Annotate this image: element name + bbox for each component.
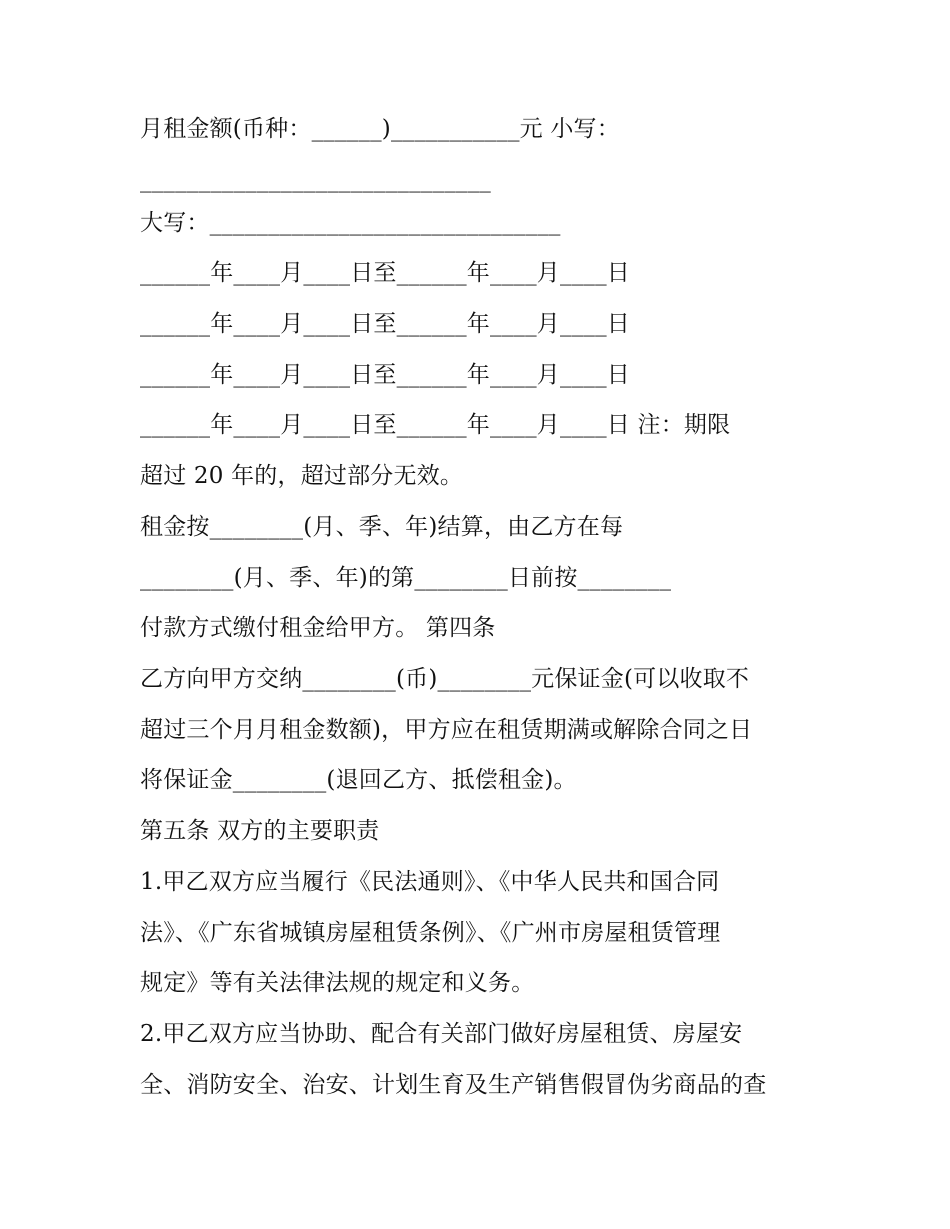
text-line-clause-2b: 全、消防安全、治安、计划生育及生产销售假冒伪劣商品的查	[140, 1072, 767, 1098]
text-line-clause-1b: 法》、《广东省城镇房屋租赁条例》、《广州市房屋租赁管理	[140, 920, 721, 946]
text-line-deposit-return: 将保证金________(退回乙方、抵偿租金)。	[140, 767, 577, 793]
text-line-article-four: 付款方式缴付租金给甲方。 第四条	[140, 615, 496, 641]
text-line-article-five-heading: 第五条 双方的主要职责	[140, 818, 380, 844]
text-line-deposit: 乙方向甲方交纳________(币)________元保证金(可以收取不	[140, 666, 750, 692]
text-line-amount-in-words: 大写：______________________________	[140, 210, 561, 236]
text-line-clause-1c: 规定》等有关法律法规的规定和义务。	[140, 970, 535, 996]
text-line-deposit-limit: 超过三个月月租金数额)，甲方应在租赁期满或解除合同之日	[140, 717, 753, 743]
text-line-date-range-3: ______年____月____日至______年____月____日	[140, 362, 630, 388]
text-line-clause-1a: 1.甲乙双方应当履行《民法通则》、《中华人民共和国合同	[140, 869, 720, 895]
text-line-payment-day: ________(月、季、年)的第________日前按________	[140, 565, 672, 591]
text-line-date-range-4: ______年____月____日至______年____月____日 注：期限	[140, 412, 731, 438]
text-line-date-range-1: ______年____月____日至______年____月____日	[140, 260, 630, 286]
text-line-clause-2a: 2.甲乙双方应当协助、配合有关部门做好房屋租赁、房屋安	[140, 1021, 743, 1047]
text-line-date-range-2: ______年____月____日至______年____月____日	[140, 311, 630, 337]
text-line-term-note: 超过 20 年的，超过部分无效。	[140, 463, 464, 489]
text-line-rent-settlement: 租金按________(月、季、年)结算，由乙方在每	[140, 514, 624, 540]
text-line-monthly-rent: 月租金额(币种：______)___________元 小写：	[140, 116, 620, 142]
text-line-blank-fill: ______________________________	[140, 167, 491, 193]
